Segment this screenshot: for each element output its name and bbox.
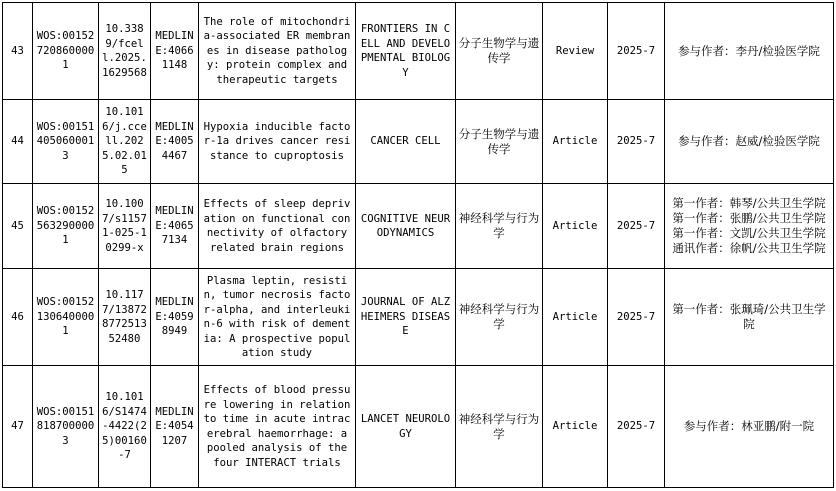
medline-id: MEDLINE:40657134 xyxy=(151,184,199,269)
journal-name: CANCER CELL xyxy=(356,100,456,184)
wos-accession: WOS:001527208600001 xyxy=(33,3,99,100)
article-title: Hypoxia inducible factor-1a drives cancer resistance to cuproptosis xyxy=(199,100,356,184)
row-number: 47 xyxy=(3,366,33,488)
author-list xyxy=(665,3,834,100)
journal-name: LANCET NEUROLOGY xyxy=(356,366,456,488)
table-body xyxy=(3,3,834,488)
medline-id: MEDLINE:40054467 xyxy=(151,100,199,184)
row-number: 43 xyxy=(3,3,33,100)
document-type: Article xyxy=(543,366,608,488)
author-list xyxy=(665,184,834,269)
row-number: 44 xyxy=(3,100,33,184)
doi: 10.1016/S1474-4422(25)00160-7 xyxy=(99,366,151,488)
journal-name: COGNITIVE NEURODYNAMICS xyxy=(356,184,456,269)
author-entry: 第一作者：张鹏/公共卫生学院 xyxy=(672,211,826,225)
table-row xyxy=(3,3,834,100)
doi: 10.1016/j.ccell.2025.02.015 xyxy=(99,100,151,184)
publication-date: 2025-7 xyxy=(608,269,665,366)
document-type: Article xyxy=(543,100,608,184)
document-type: Article xyxy=(543,184,608,269)
author-list xyxy=(665,100,834,184)
table-row xyxy=(3,184,834,269)
table-row xyxy=(3,269,834,366)
author-entry: 参与作者：李丹/检验医学院 xyxy=(678,43,820,58)
subject-category: 分子生物学与遗传学 xyxy=(456,100,543,184)
row-number: 46 xyxy=(3,269,33,366)
author-entry: 通讯作者：徐帆/公共卫生学院 xyxy=(672,241,826,255)
doi: 10.3389/fcell.2025.1629568 xyxy=(99,3,151,100)
author-entry: 第一作者：韩琴/公共卫生学院 xyxy=(672,196,826,210)
article-title: The role of mitochondria-associated ER membranes in disease pathology: protein complex and therapeutic targets xyxy=(199,3,356,100)
wos-accession: WOS:001514050600013 xyxy=(33,100,99,184)
document-type: Article xyxy=(543,269,608,366)
journal-name: FRONTIERS IN CELL AND DEVELOPMENTAL BIOLOGY xyxy=(356,3,456,100)
journal-name: JOURNAL OF ALZHEIMERS DISEASE xyxy=(356,269,456,366)
medline-id: MEDLINE:40598949 xyxy=(151,269,199,366)
subject-category: 神经科学与行为学 xyxy=(456,269,543,366)
doi: 10.1007/s11571-025-10299-x xyxy=(99,184,151,269)
medline-id: MEDLINE:40541207 xyxy=(151,366,199,488)
publication-date: 2025-7 xyxy=(608,366,665,488)
article-title: Effects of blood pressure lowering in relation to time in acute intracerebral haemorrhage: a pooled analysis of the four INTERACT trials xyxy=(199,366,356,488)
subject-category: 神经科学与行为学 xyxy=(456,184,543,269)
medline-id: MEDLINE:40661148 xyxy=(151,3,199,100)
author-list xyxy=(665,269,834,366)
publication-date: 2025-7 xyxy=(608,184,665,269)
table-row xyxy=(3,100,834,184)
article-title: Effects of sleep deprivation on functional connectivity of olfactory related brain regions xyxy=(199,184,356,269)
author-entry: 参与作者：林亚鹏/附一院 xyxy=(683,419,815,433)
article-title: Plasma leptin, resistin, tumor necrosis factor-alpha, and interleukin-6 with risk of dementia: A prospective population study xyxy=(199,269,356,366)
author-list xyxy=(665,366,834,488)
publication-date: 2025-7 xyxy=(608,100,665,184)
author-entry: 第一作者：张珮琦/公共卫生学院 xyxy=(672,302,826,331)
publication-date: 2025-7 xyxy=(608,3,665,100)
table-row xyxy=(3,366,834,488)
document-type: Review xyxy=(543,3,608,100)
row-number: 45 xyxy=(3,184,33,269)
subject-category: 分子生物学与遗传学 xyxy=(456,3,543,100)
wos-accession: WOS:001518187000003 xyxy=(33,366,99,488)
author-entry: 参与作者：赵威/检验医学院 xyxy=(678,134,820,148)
wos-accession: WOS:001525632900001 xyxy=(33,184,99,269)
publication-table xyxy=(2,2,834,488)
wos-accession: WOS:001521306400001 xyxy=(33,269,99,366)
author-entry: 第一作者：文凯/公共卫生学院 xyxy=(672,226,826,240)
doi: 10.1177/13872877251352480 xyxy=(99,269,151,366)
subject-category: 神经科学与行为学 xyxy=(456,366,543,488)
